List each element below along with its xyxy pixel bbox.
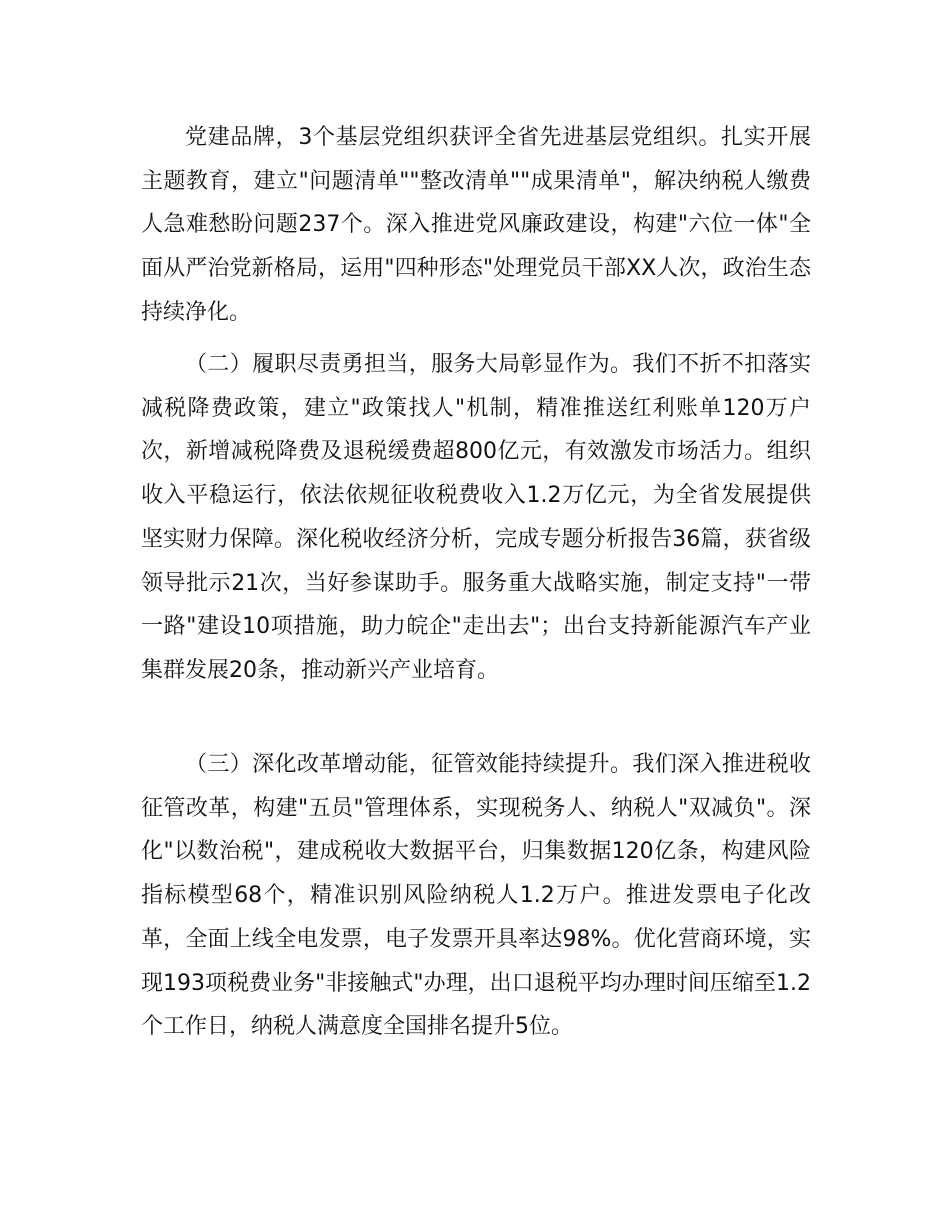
body-paragraph-party-building: 党建品牌，3个基层党组织获评全省先进基层党组织。扎实开展主题教育，建立"问题清单""整改清单""成果清单"，解决纳税人缴费人急难愁盼问题237个。深入推进党风廉政建设，构建"六位一体"全面从严治党新格局，运用"四种形态"处理党员干部XX人次，政治生态持续净化。 — [141, 125, 811, 325]
body-paragraph-section-two: （二）履职尽责勇担当，服务大局彰显作为。我们不折不扣落实减税降费政策，建立"政策找人"机制，精准推送红利账单120万户次，新增减税降费及退税缓费超800亿元，有效激发市场活力。组织收入平稳运行，依法依规征收税费收入1.2万亿元，为全省发展提供坚实财力保障。深化税收经济分析，完成专题分析报告36篇，获省级领导批示21次，当好参谋助手。服务重大战略实施，制定支持"一带一路"建设10项措施，助力皖企"走出去"；出台支持新能源汽车产业集群发展20条，推动新兴产业培育。 — [141, 352, 811, 683]
body-paragraph-section-three: （三）深化改革增动能，征管效能持续提升。我们深入推进税收征管改革，构建"五员"管理体系，实现税务人、纳税人"双减负"。深化"以数治税"，建成税收大数据平台，归集数据120亿条，构建风险指标模型68个，精准识别风险纳税人1.2万户。推进发票电子化改革，全面上线全电发票，电子发票开具率达98%。优化营商环境，实现193项税费业务"非接触式"办理，出口退税平均办理时间压缩至1.2个工作日，纳税人满意度全国排名提升5位。 — [141, 752, 811, 1040]
